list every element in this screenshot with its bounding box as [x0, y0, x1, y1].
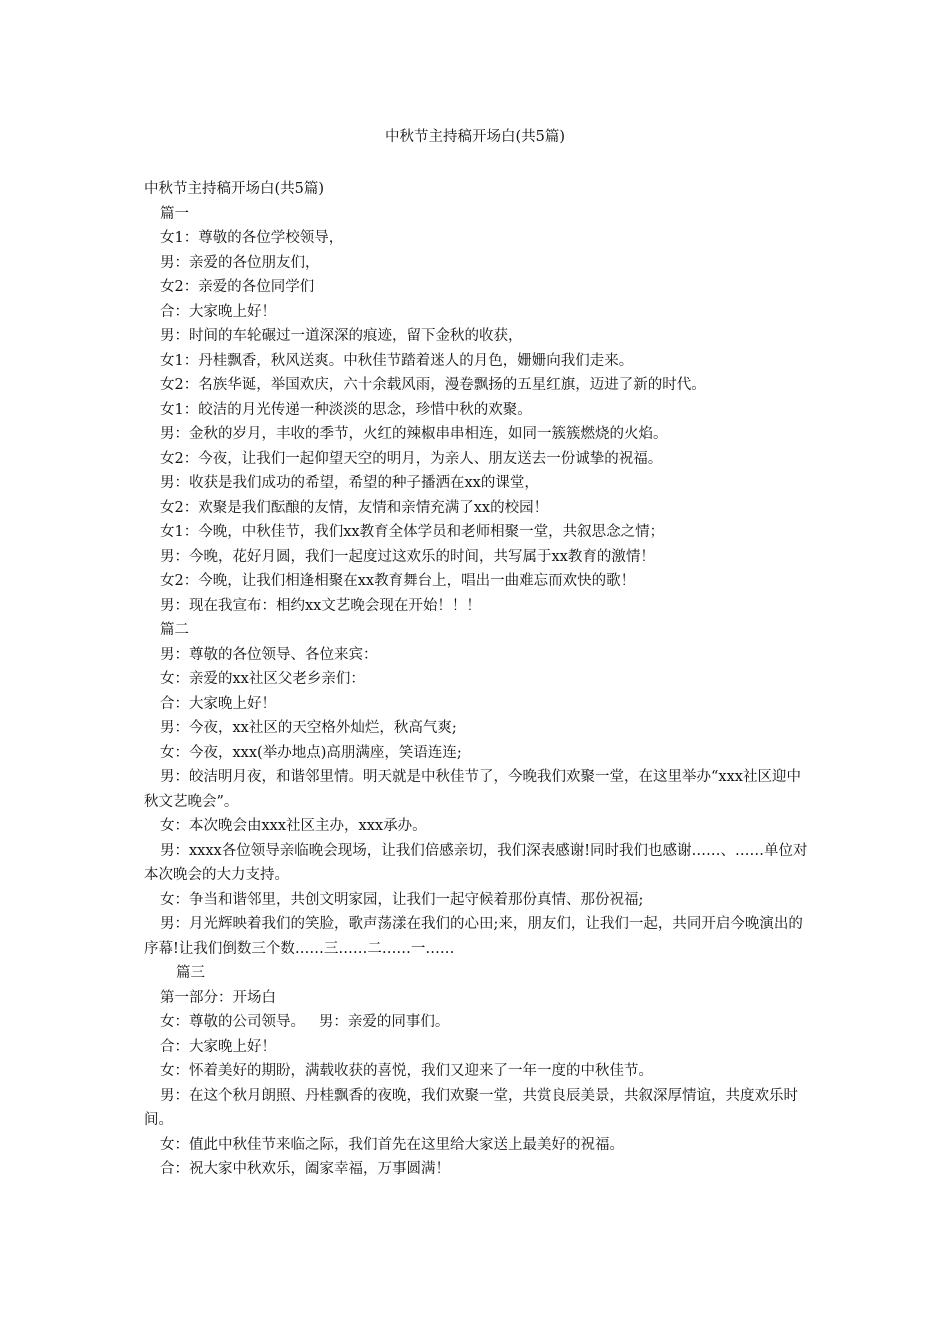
paragraph-line: 男：金秋的岁月，丰收的季节，火红的辣椒串串相连，如同一簇簇燃烧的火焰。 [160, 426, 668, 442]
paragraph-line: 女：争当和谐邻里，共创文明家园，让我们一起守候着那份真情、那份祝福; [160, 891, 644, 908]
paragraph-line: 女1：丹桂飘香，秋风送爽。中秋佳节踏着迷人的月色，姗姗向我们走来。 [160, 352, 634, 369]
paragraph-line: 女：本次晚会由xxx社区主办，xxx承办。 [160, 818, 427, 834]
paragraph-line: 女1：今晚，中秋佳节，我们xx教育全体学员和老师相聚一堂，共叙思念之情； [160, 524, 665, 540]
paragraph-line: 男：尊敬的各位领导、各位来宾： [160, 646, 378, 663]
paragraph-line: 女1：皎洁的月光传递一种淡淡的思念，珍惜中秋的欢聚。 [160, 401, 532, 418]
paragraph-line: 女2：今夜，让我们一起仰望天空的明月，为亲人、朋友送去一份诚挚的祝福。 [160, 450, 663, 467]
paragraph-line: 男：月光辉映着我们的笑脸，歌声荡漾在我们的心田;来，朋友们，让我们一起，共同开启今晚演出的序幕!让我们倒数三个数……三……二……一…… [144, 916, 803, 957]
paragraph-line: 男：亲爱的各位朋友们， [160, 254, 320, 271]
section-1 [144, 226, 808, 618]
paragraph-line: 女：怀着美好的期盼，满载收获的喜悦，我们又迎来了一年一度的中秋佳节。 [160, 1063, 653, 1079]
paragraph-line: 合：大家晚上好！ [160, 303, 276, 320]
paragraph-line: 男：在这个秋月朗照、丹桂飘香的夜晚，我们欢聚一堂，共赏良辰美景，共叙深厚情谊，共度欢乐时间。 [144, 1087, 798, 1128]
paragraph-line: 女1：尊敬的各位学校领导， [160, 230, 344, 246]
paragraph-line: 合：祝大家中秋欢乐，阖家幸福，万事圆满！ [160, 1161, 450, 1177]
paragraph-line: 女2：亲爱的各位同学们 [160, 279, 315, 295]
paragraph-line: 男：xxxx各位领导亲临晚会现场，让我们倍感亲切，我们深表感谢!同时我们也感谢……、……单位对本次晚会的大力支持。 [144, 842, 808, 883]
paragraph-line: 女2：今晚，让我们相逢相聚在xx教育舞台上，唱出一曲难忘而欢快的歌！ [160, 573, 636, 589]
paragraph-line: 男：收获是我们成功的希望，希望的种子播洒在xx的课堂， [160, 475, 539, 491]
document-subtitle: 中秋节主持稿开场白(共5篇) [144, 181, 325, 197]
document-body [144, 177, 808, 1182]
document-title: 中秋节主持稿开场白(共5篇) [384, 129, 566, 145]
section-heading-1: 篇一 [160, 205, 189, 222]
paragraph-line: 男：今夜，xx社区的天空格外灿烂，秋高气爽; [160, 720, 457, 736]
paragraph-line: 女：值此中秋佳节来临之际，我们首先在这里给大家送上最美好的祝福。 [160, 1136, 624, 1153]
paragraph-line: 男：今晚，花好月圆，我们一起度过这欢乐的时间，共写属于xx教育的激情！ [160, 548, 655, 565]
paragraph-line: 合：大家晚上好！ [160, 695, 276, 712]
paragraph-line: 女：亲爱的xx社区父老乡亲们： [160, 671, 365, 687]
paragraph-line [144, 1010, 808, 1035]
section-2 [144, 643, 808, 766]
paragraph-line: 女2：名族华诞，举国欢庆，六十余载风雨，漫卷飘扬的五星红旗，迈进了新的时代。 [160, 377, 706, 393]
paragraph-line: 女2：欢聚是我们酝酿的友情，友情和亲情充满了xx的校园！ [160, 499, 549, 516]
section-heading-2: 篇二 [160, 622, 189, 638]
paragraph-line: 合：大家晚上好！ [160, 1038, 276, 1055]
paragraph-line: 男：现在我宣布：相约xx文艺晚会现在开始！！！ [160, 597, 481, 614]
paragraph-line: 第一部分：开场白 [160, 989, 276, 1006]
paragraph-line: 男：皎洁明月夜，和谐邻里情。明天就是中秋佳节了，今晚我们欢聚一堂，在这里举办“xxx社区迎中秋文艺晚会”。 [144, 769, 801, 810]
paragraph-line: 男：时间的车轮碾过一道深深的痕迹，留下金秋的收获， [160, 328, 523, 344]
greeting-male: 男：亲爱的同事们。 [318, 1014, 450, 1030]
section-heading-3: 篇三 [176, 965, 205, 981]
greeting-female: 女：尊敬的公司领导。 [160, 1014, 305, 1030]
paragraph-line: 女：今夜，xxx(举办地点)高朋满座，笑语连连; [160, 744, 462, 761]
